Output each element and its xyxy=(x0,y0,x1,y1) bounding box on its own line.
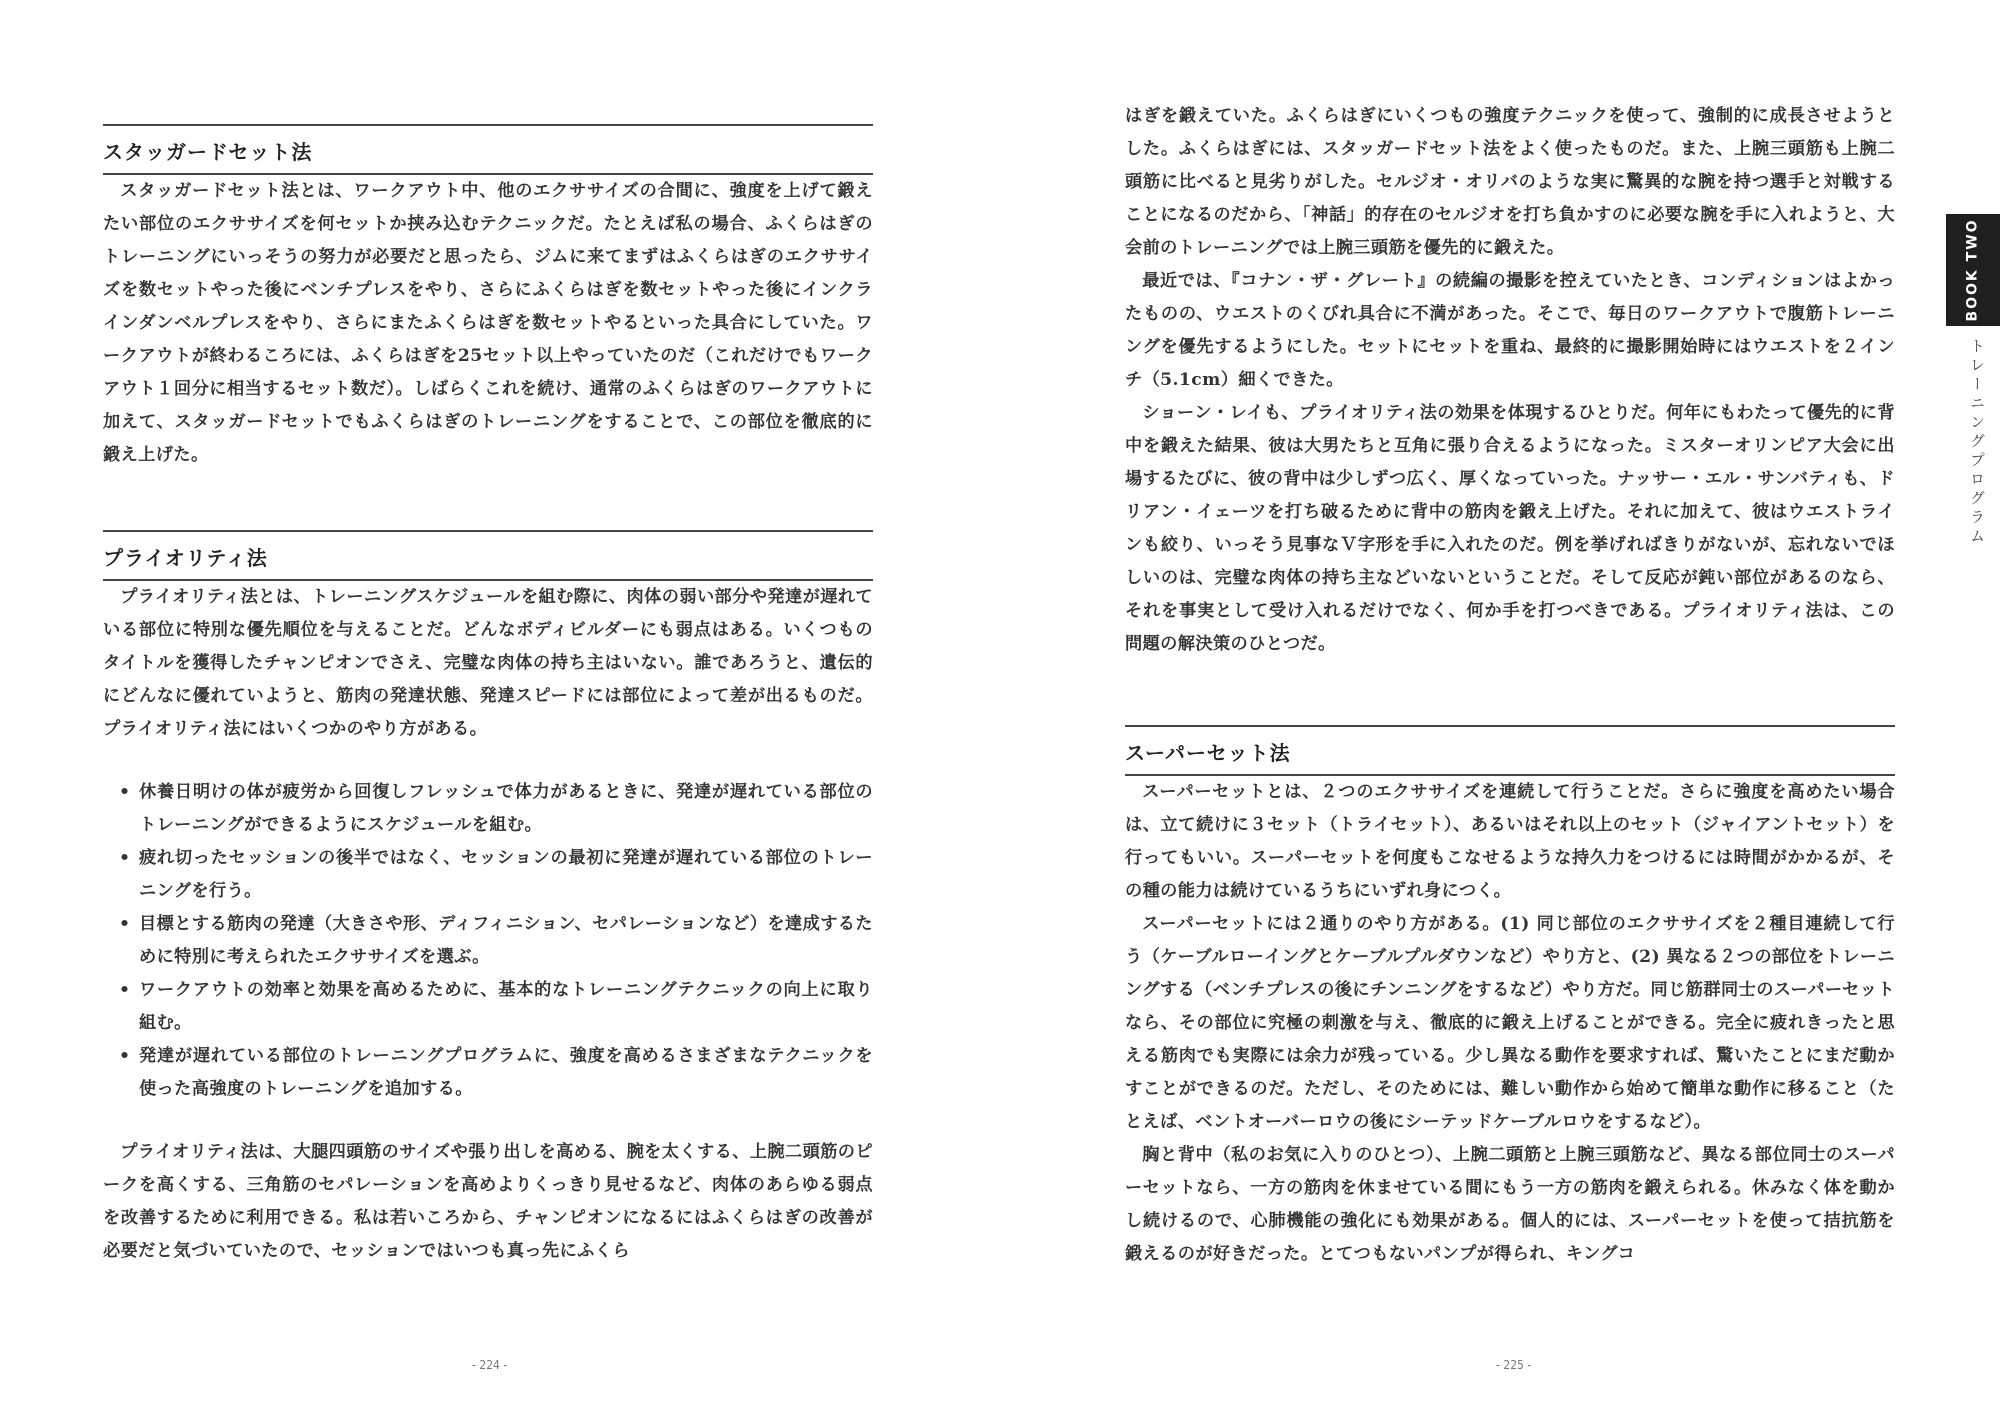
bullet-icon: • xyxy=(119,914,131,934)
bullet-icon: • xyxy=(119,782,131,802)
paragraph: 最近では、『コナン・ザ・グレート』の続編の撮影を控えていたとき、コンディションはよかったものの、ウエストのくびれ具合に不満があった。そこで、毎日のワークアウトで腹筋トレーニングを優先するようにした。セットにセットを重ね、最終的に撮影開始時にはウエストを２インチ（5.1cm）細くできた。 xyxy=(1125,271,1895,390)
list-item xyxy=(103,1040,873,1106)
bullet-icon: • xyxy=(119,980,131,1000)
paragraph: スタッガードセット法とは、ワークアウト中、他のエクササイズの合間に、強度を上げて鍛えたい部位のエクササイズを何セットか挟み込むテクニックだ。たとえば私の場合、ふくらはぎのトレーニングにいっそうの努力が必要だと思ったら、ジムに来てまずはふくらはぎのエクササイズを数セットやった後にベンチプレスをやり、さらにふくらはぎを数セットやった後にインクラインダンベルプレスをやり、さらにまたふくらはぎを数セットやるといった具合にしていた。ワークアウトが終わるころには、ふくらはぎを25セット以上やっていたのだ（これだけでもワークアウト１回分に相当するセット数だ）。しばらくこれを続け、通常のふくらはぎのワークアウトに加えて、スタッガードセットでもふくらはぎのトレーニングをすることで、この部位を徹底的に鍛え上げた。 xyxy=(103,181,873,465)
right-page xyxy=(1000,0,2000,1412)
bullet-list xyxy=(103,776,873,1106)
list-item-text: 休養日明けの体が疲労から回復しフレッシュで体力があるときに、発達が遅れている部位のトレーニングができるようにスケジュールを組む。 xyxy=(139,782,873,835)
list-item xyxy=(103,776,873,842)
list-item xyxy=(103,974,873,1040)
chapter-tab-label: トレーニングプログラム xyxy=(1968,338,1986,547)
list-item xyxy=(103,842,873,908)
paragraph: ショーン・レイも、プライオリティ法の効果を体現するひとりだ。何年にもわたって優先的に背中を鍛えた結果、彼は大男たちと互角に張り合えるようになった。ミスターオリンピア大会に出場するたびに、彼の背中は少しずつ広く、厚くなっていった。ナッサー・エル・サンバティも、ドリアン・イェーツを打ち破るために背中の筋肉を鍛え上げた。それに加えて、彼はウエストラインも絞り、いっそう見事なＶ字形を手に入れたのだ。例を挙げればきりがないが、忘れないでほしいのは、完璧な肉体の持ち主などいないということだ。そして反応が鈍い部位があるのなら、それを事実として受け入れるだけでなく、何か手を打つべきである。プライオリティ法は、この問題の解決策のひとつだ。 xyxy=(1125,403,1895,654)
list-item xyxy=(103,908,873,974)
paragraph: はぎを鍛えていた。ふくらはぎにいくつもの強度テクニックを使って、強制的に成長させようとした。ふくらはぎには、スタッガードセット法をよく使ったものだ。また、上腕三頭筋も上腕二頭筋に比べると見劣りがした。セルジオ・オリバのような実に驚異的な腕を持つ選手と対戦することになるのだから、「神話」的存在のセルジオを打ち負かすのに必要な腕を手に入れようと、大会前のトレーニングでは上腕三頭筋を優先的に鍛えた。 xyxy=(1125,106,1895,258)
paragraph: プライオリティ法とは、トレーニングスケジュールを組む際に、肉体の弱い部分や発達が遅れている部位に特別な優先順位を与えることだ。どんなボディビルダーにも弱点はある。いくつものタイトルを獲得したチャンピオンでさえ、完璧な肉体の持ち主はいない。誰であろうと、遺伝的にどんなに優れていようと、筋肉の発達状態、発達スピードには部位によって差が出るものだ。プライオリティ法にはいくつかのやり方がある。 xyxy=(103,587,873,739)
section-heading-staggered-set: スタッガードセット法 xyxy=(103,124,873,175)
right-column xyxy=(1125,100,1895,1271)
list-item-text: 疲れ切ったセッションの後半ではなく、セッションの最初に発達が遅れている部位のトレーニングを行う。 xyxy=(139,848,873,901)
book-tab-label: BOOK TWO xyxy=(1965,218,1981,322)
page-number: - 224 - xyxy=(472,1358,508,1372)
list-item-text: ワークアウトの効率と効果を高めるために、基本的なトレーニングテクニックの向上に取り組む。 xyxy=(139,980,873,1033)
left-column xyxy=(103,124,873,1268)
book-tab xyxy=(1946,214,2000,326)
section-heading-priority: プライオリティ法 xyxy=(103,530,873,581)
paragraph: プライオリティ法は、大腿四頭筋のサイズや張り出しを高める、腕を太くする、上腕二頭筋のピークを高くする、三角筋のセパレーションを高めよりくっきり見せるなど、肉体のあらゆる弱点を改善するために利用できる。私は若いころから、チャンピオンになるにはふくらはぎの改善が必要だと気づいていたので、セッションではいつも真っ先にふくら xyxy=(103,1142,873,1261)
paragraph: スーパーセットには２通りのやり方がある。(1) 同じ部位のエクササイズを２種目連続して行う（ケーブルローイングとケーブルプルダウンなど）やり方と、(2) 異なる２つの部位をトレーニングする（ベンチプレスの後にチンニングをするなど）やり方だ。同じ筋群同士のスーパーセットなら、その部位に究極の刺激を与え、徹底的に鍛え上げることができる。完全に疲れきったと思える筋肉でも実際には余力が残っている。少し異なる動作を要求すれば、驚いたことにまだ動かすことができるのだ。ただし、そのためには、難しい動作から始めて簡単な動作に移ること（たとえば、ベントオーバーロウの後にシーテッドケーブルロウをするなど）。 xyxy=(1125,914,1896,1132)
list-item-text: 発達が遅れている部位のトレーニングプログラムに、強度を高めるさまざまなテクニックを使った高強度のトレーニングを追加する。 xyxy=(139,1046,873,1099)
paragraph: スーパーセットとは、２つのエクササイズを連続して行うことだ。さらに強度を高めたい場合は、立て続けに３セット（トライセット）、あるいはそれ以上のセット（ジャイアントセット）を行ってもいい。スーパーセットを何度もこなせるような持久力をつけるには時間がかかるが、その種の能力は続けているうちにいずれ身につく。 xyxy=(1125,782,1895,901)
bullet-icon: • xyxy=(119,848,131,868)
list-item-text: 目標とする筋肉の発達（大きさや形、ディフィニション、セパレーションなど）を達成するために特別に考えられたエクササイズを選ぶ。 xyxy=(139,914,873,967)
page-number: - 225 - xyxy=(1496,1358,1532,1372)
paragraph: 胸と背中（私のお気に入りのひとつ）、上腕二頭筋と上腕三頭筋など、異なる部位同士のスーパーセットなら、一方の筋肉を休ませている間にもう一方の筋肉を鍛えられる。休みなく体を動かし続けるので、心肺機能の強化にも効果がある。個人的には、スーパーセットを使って拮抗筋を鍛えるのが好きだった。とてつもないパンプが得られ、キングコ xyxy=(1125,1145,1895,1264)
bullet-icon: • xyxy=(119,1046,131,1066)
section-heading-superset: スーパーセット法 xyxy=(1125,725,1895,776)
